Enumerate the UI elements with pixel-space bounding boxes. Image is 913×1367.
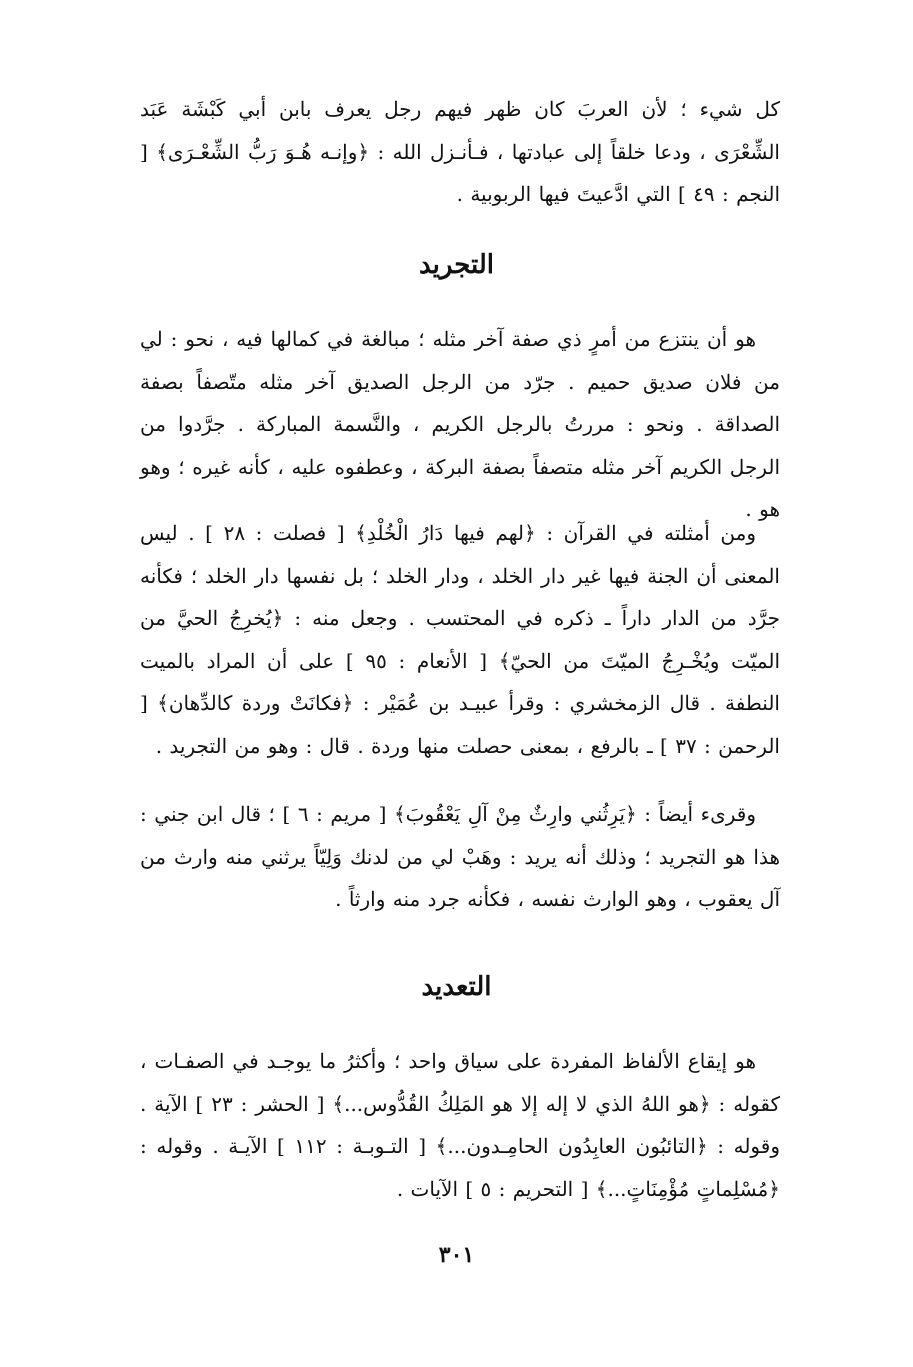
- paragraph-tajrid-quran-examples: ومن أمثلته في القرآن : ﴿لهم فيها دَارُ الْخُلْدِ﴾ [ فصلت : ٢٨ ] . ليس المعنى أن الجنة فيها غير دار الخلد ، ودار الخلد ؛ بل نفسها دار الخلد ؛ فكأنه جرَّد من الدار داراً ـ ذكره في المحتسب . وجعل منه : ﴿يُخرِجُ الحيَّ من الميّت ويُخْـرِجُ الميّتَ من الحيّ﴾ [ الأنعام : ٩٥ ] على أن المراد بالميت النطفة . قال الزمخشري : وقرأ عبيـد بن عُمَيْر : ﴿فكانَتْ وردة كالدِّهان﴾ [ الرحمن : ٣٧ ] ـ بالرفع ، بمعنى حصلت منها وردة . قال : وهو من التجريد .: [140, 521, 781, 758]
- paragraph-tajrid-ibn-jinni: وقرىء أيضاً : ﴿يَرِثُني وارِثٌ مِنْ آلِ يَعْقُوبَ﴾ [ مريم : ٦ ] ؛ قال ابن جني : هذا هو التجريد ؛ وذلك أنه يريد : وهَبْ لي من لدنك وَلِيّاً يرثني منه وارث من آل يعقوب ، وهو الوارث نفسه ، فكأنه جرد منه وارثاً .: [140, 802, 780, 911]
- section-heading-tajrid: التجريد: [418, 250, 494, 280]
- paragraph-tajrid-definition: هو أن ينتزع من أمرٍ ذي صفة آخر مثله ؛ مبالغة في كمالها فيه ، نحو : لي من فلان صديق حميم . جرّد من الرجل الصديق آخر مثله متّصفاً بصفة الصداقة . ونحو : مررتُ بالرجل الكريم ، والنَّسمة المباركة . جرَّدوا من الرجل الكريم آخر مثله متصفاً بصفة البركة ، وعطفوه عليه ، كأنه غيره ؛ وهو هو .: [140, 327, 780, 521]
- paragraph-intro: كل شيء ؛ لأن العربَ كان ظهر فيهم رجل يعرف بابن أبي كَبْشَة عَبَد الشِّعْرَى ، ودعا خلقاً إلى عبادتها ، فـأنـزل الله : ﴿وإنـه هُـوَ رَبُّ الشِّعْـرَى﴾ [ النجم : ٤٩ ] التي ادَّعيتَ فيها الربوبية .: [140, 97, 780, 206]
- section-heading-tadid: التعديد: [421, 972, 492, 1002]
- paragraph-tadid-definition: هو إيقاع الألفاظ المفردة على سياق واحد ؛ وأكثرُ ما يوجـد في الصفـات ، كقوله : ﴿هو اللهُ الذي لا إله إلا هو المَلِكُ القُدُّوس...﴾ [ الحشر : ٢٣ ] الآية . وقوله : ﴿التائبُون العابِدُون الحامِـدون...﴾ [ التـوبـة : ١١٢ ] الآيـة . وقوله : ﴿مُسْلِماتٍ مُؤْمِنَاتٍ...﴾ [ التحريم : ٥ ] الآيات .: [140, 1049, 781, 1201]
- page-number: ٣٠١: [438, 1242, 475, 1268]
